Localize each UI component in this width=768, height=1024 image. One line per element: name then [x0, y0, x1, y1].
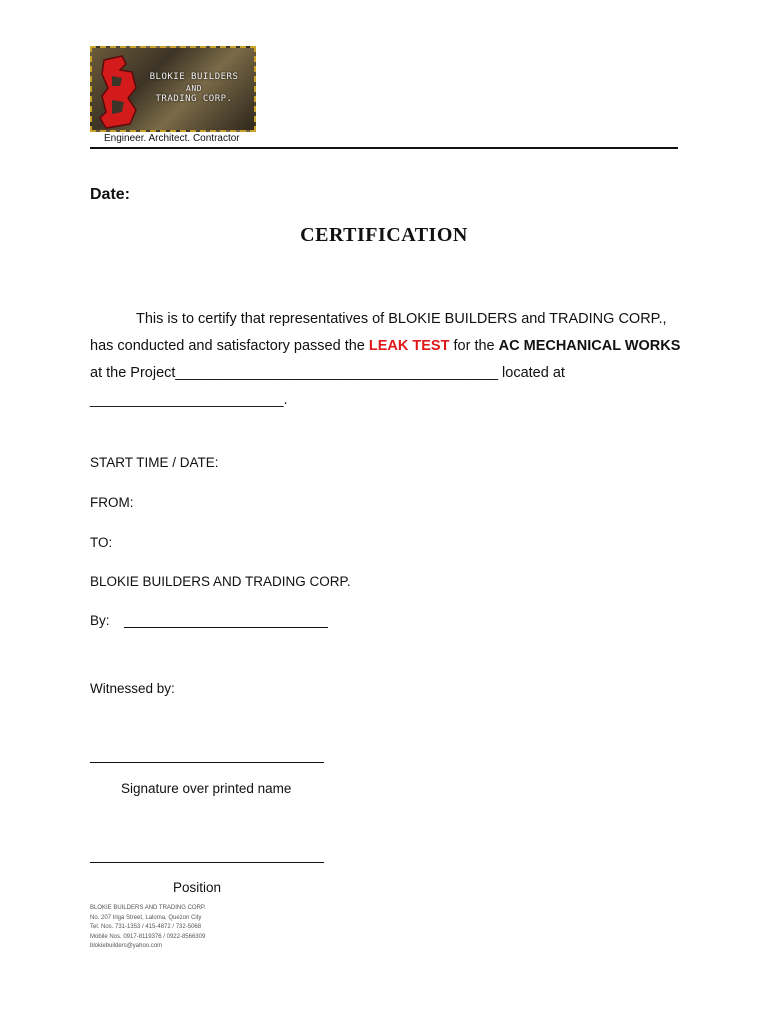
paragraph-text-part1: This is to certify that representatives of BLOKIE BUILDERS and TRADING CORP., has conducted and satisfactory passed the	[90, 311, 667, 354]
company-tagline: Engineer. Architect. Contractor	[104, 133, 240, 144]
paragraph-text-part3: at the Project________________________________________ located at ________________________.	[90, 365, 565, 408]
footer-address: No. 207 Iriga Street, Laloma, Quezon City	[90, 914, 202, 921]
to-label: TO:	[90, 535, 113, 550]
from-label: FROM:	[90, 495, 134, 510]
header-divider	[90, 147, 678, 149]
date-label: Date:	[90, 186, 131, 203]
footer-email: blokiebuilders@yahoo.com	[90, 943, 163, 949]
signature-line	[90, 762, 324, 763]
by-label: By:	[90, 613, 110, 628]
footer-company: BLOKIE BUILDERS AND TRADING CORP.	[90, 905, 206, 911]
ac-mechanical-works: AC MECHANICAL WORKS	[498, 338, 681, 354]
witnessed-by-label: Witnessed by:	[90, 681, 175, 696]
leak-test-highlight: LEAK TEST	[368, 338, 450, 354]
start-time-date-label: START TIME / DATE:	[90, 455, 219, 470]
logo-text-line1: BLOKIE BUILDERS	[149, 72, 239, 82]
certification-paragraph	[90, 306, 682, 414]
footer-mobile: Mobile Nos. 0917-8119376 / 0922-8566309	[90, 933, 206, 940]
by-signature-blank	[124, 613, 328, 628]
signature-caption: Signature over printed name	[121, 781, 292, 796]
company-name-label: BLOKIE BUILDERS AND TRADING CORP.	[90, 574, 351, 589]
logo-text-line2: AND	[186, 84, 202, 93]
logo-text-line3: TRADING CORP.	[155, 94, 233, 104]
footer-contact-block	[90, 904, 206, 952]
by-field	[90, 613, 328, 628]
company-logo	[90, 46, 256, 132]
position-caption: Position	[173, 880, 222, 895]
document-title: CERTIFICATION	[300, 224, 468, 246]
paragraph-text-part2: for the	[453, 338, 495, 354]
position-line	[90, 862, 324, 863]
footer-telephone: Tel. Nos. 731-1353 / 415-4872 / 732-5068	[90, 924, 202, 930]
